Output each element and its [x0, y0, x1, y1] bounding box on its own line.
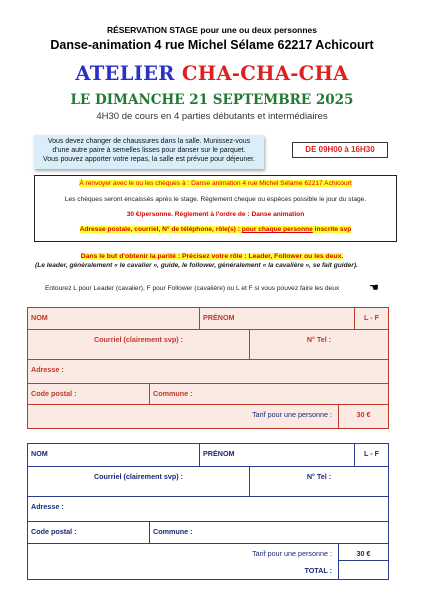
prenom-field-1[interactable]: PRÉNOM: [200, 308, 355, 330]
title-atelier: ATELIER: [75, 62, 182, 85]
commune-field-1[interactable]: Commune :: [150, 384, 388, 405]
tarif-value-1: 30 €: [338, 405, 388, 428]
header-line1: RÉSERVATION STAGE pour une ou deux personnes: [106, 25, 317, 35]
tarif-value-2: 30 €: [338, 544, 388, 561]
nom-field-2[interactable]: NOM: [28, 444, 200, 467]
adresse-field-2[interactable]: Adresse :: [28, 497, 388, 522]
info-line1: Vous devez changer de chaussures dans la salle. Munissez-vous: [47, 138, 251, 145]
courriel-field-1[interactable]: Courriel (clairement svp) :: [28, 330, 250, 360]
codepostal-field-2[interactable]: Code postal :: [28, 522, 150, 544]
codepostal-field-1[interactable]: Code postal :: [28, 384, 150, 405]
info-line3: Vous pouvez apporter votre repas, la salle est prévue pour déjeuner.: [42, 156, 256, 163]
price-note: 30 €/personne. Règlement à l'ordre de : Danse animation: [126, 211, 305, 218]
event-date: LE DIMANCHE 21 SEPTEMBRE 2025: [70, 92, 354, 108]
send-address: À renvoyer avec le ou les chèques à : Danse animation 4 rue Michel Sélame 62217 Achicourt: [79, 180, 352, 187]
role-field-1[interactable]: L - F: [355, 308, 388, 330]
courriel-field-2[interactable]: Courriel (clairement svp) :: [28, 467, 250, 497]
cheque-note: Les chèques seront encaissés après le stage. Règlement cheque ou espèces possible le jour du stage.: [64, 196, 367, 203]
page-title: [0, 62, 424, 85]
total-label: TOTAL :: [304, 566, 332, 575]
role-explanation: (Le leader, généralement « le cavalier », guide, le follower, généralement « la cavalière », se fait guider).: [35, 262, 358, 269]
role-field-2[interactable]: L - F: [355, 444, 388, 467]
registration-form-2: [27, 443, 389, 580]
tel-field-2[interactable]: N° Tel :: [250, 467, 388, 497]
tel-field-1[interactable]: N° Tel :: [250, 330, 388, 360]
subtitle: 4H30 de cours en 4 parties débutants et intermédiaires: [96, 111, 328, 122]
adresse-field-1[interactable]: Adresse :: [28, 360, 388, 384]
info-box: [34, 135, 264, 169]
pointing-hand-icon: ☚: [369, 282, 379, 294]
parity-note: Dans le but d'obtenir la parité : Précisez votre rôle : Leader, Follower ou les deux.: [80, 253, 344, 260]
send-box: [34, 175, 397, 242]
encircle-instruction: Entourez L pour Leader (cavalier), F pour Follower (cavalière) ou L et F si vous pouvez faire les deux: [45, 285, 340, 292]
tarif-label-2: Tarif pour une personne :: [252, 549, 332, 558]
nom-field-1[interactable]: NOM: [28, 308, 200, 330]
time-box: DE 09H00 à 16H30: [292, 142, 388, 158]
commune-field-2[interactable]: Commune :: [150, 522, 388, 544]
total-field[interactable]: [338, 561, 388, 579]
required-info: Adresse postale, courriel, N° de téléphone, rôle(s) : pour chaque personne inscrite svp: [79, 226, 352, 233]
header-address: Danse-animation 4 rue Michel Sélame 62217 Achicourt: [50, 38, 374, 52]
info-line2: d'une autre paire à semelles lisses pour danser sur le parquet.: [52, 147, 246, 154]
prenom-field-2[interactable]: PRÉNOM: [200, 444, 355, 467]
registration-form-1: [27, 307, 389, 429]
title-dance: CHA-CHA-CHA: [181, 62, 349, 85]
tarif-label-1: Tarif pour une personne :: [252, 410, 332, 419]
